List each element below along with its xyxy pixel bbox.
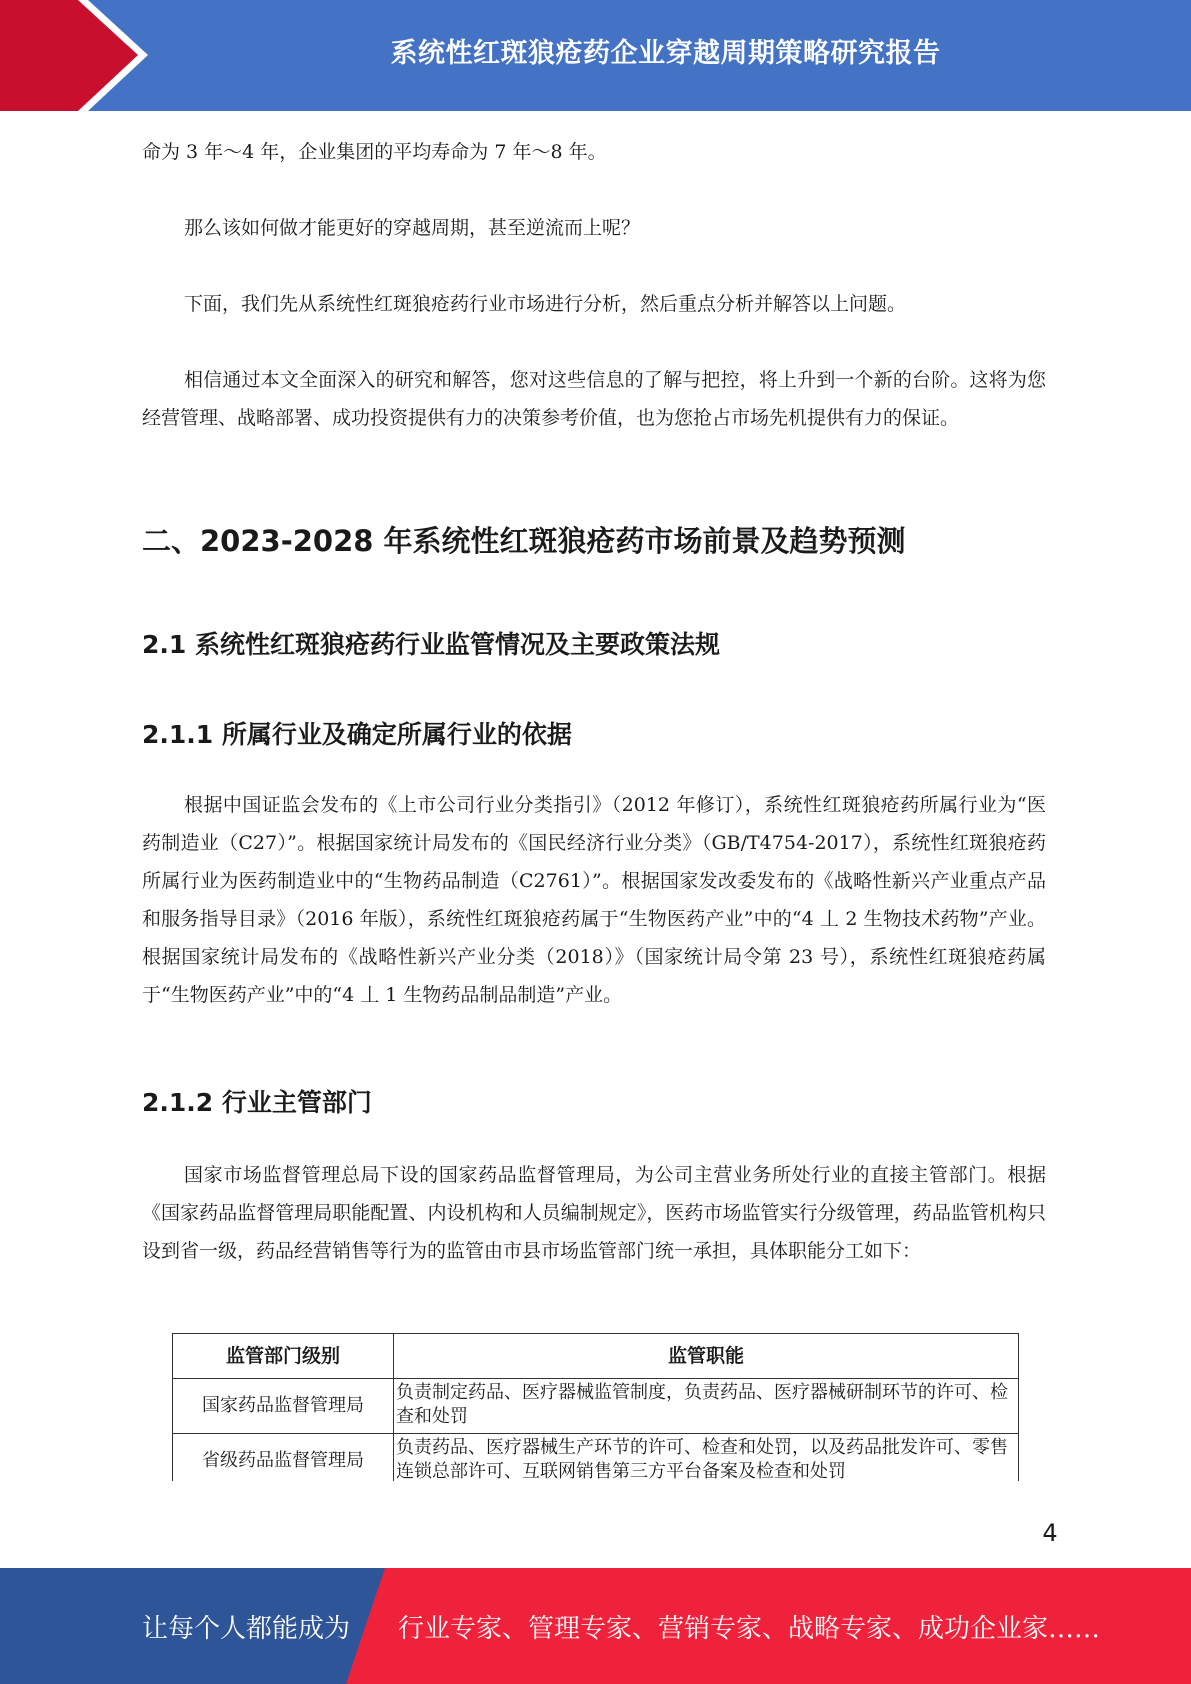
paragraph-question: 那么该如何做才能更好的穿越周期，甚至逆流而上呢？ [184,217,641,239]
table-cell-level: 省级药品监督管理局 [173,1434,394,1482]
table-header-row [173,1334,1019,1379]
table-cell-function: 负责药品、医疗器械生产环节的许可、检查和处罚，以及药品批发许可、零售连锁总部许可、互联网销售第三方平台备案及检查和处罚 [394,1434,1019,1482]
page-number: 4 [1042,1519,1058,1547]
table-header-level: 监管部门级别 [173,1334,394,1379]
table-row [173,1379,1019,1434]
footer-slogan-right: 行业专家、管理专家、营销专家、战略专家、成功企业家…… [398,1613,1101,1644]
section-heading-2: 二、2023-2028 年系统性红斑狼疮药市场前景及趋势预测 [142,524,906,558]
footer-slogan-left: 让每个人都能成为 [142,1613,351,1644]
report-title: 系统性红斑狼疮药企业穿越周期策略研究报告 [390,37,941,69]
heading-2-1: 2.1 系统性红斑狼疮药行业监管情况及主要政策法规 [142,630,720,659]
regulation-table-wrapper [172,1333,1019,1481]
table-cell-level: 国家药品监督管理局 [173,1379,394,1434]
paragraph-lifespan: 命为 3 年～4 年，企业集团的平均寿命为 7 年～8 年。 [142,141,607,163]
regulation-table [172,1333,1019,1481]
paragraph-value: 相信通过本文全面深入的研究和解答，您对这些信息的了解与把控，将上升到一个新的台阶。这将为您经营管理、战略部署、成功投资提供有力的决策参考价值，也为您抢占市场先机提供有力的保证。 [142,369,1046,429]
table-cell-function: 负责制定药品、医疗器械监管制度，负责药品、医疗器械研制环节的许可、检查和处罚 [394,1379,1019,1434]
paragraph-intro-analysis: 下面，我们先从系统性红斑狼疮药行业市场进行分析，然后重点分析并解答以上问题。 [184,293,907,315]
header-banner [0,0,1191,111]
paragraph-regulator: 国家市场监督管理总局下设的国家药品监督管理局，为公司主营业务所处行业的直接主管部门。根据《国家药品监督管理局职能配置、内设机构和人员编制规定》，医药市场监管实行分级管理，药品监管机构只设到省一级，药品经营销售等行为的监管由市县市场监管部门统一承担，具体职能分工如下： [142,1164,1046,1262]
header-chevron-decoration [0,0,160,111]
heading-2-1-2: 2.1.2 行业主管部门 [142,1088,372,1117]
table-header-function: 监管职能 [394,1334,1019,1379]
table-row [173,1434,1019,1482]
heading-2-1-1: 2.1.1 所属行业及确定所属行业的依据 [142,720,572,749]
footer-banner [0,1568,1191,1684]
paragraph-industry-classification: 根据中国证监会发布的《上市公司行业分类指引》（2012 年修订），系统性红斑狼疮药所属行业为“医药制造业（C27）”。根据国家统计局发布的《国民经济行业分类》（GB/T4754-2017），系统性红斑狼疮药所属行业为医药制造业中的“生物药品制造（C2761）”。根据国家发改委发布的《战略性新兴产业重点产品和服务指导目录》（2016 年版），系统性红斑狼疮药属于“生物医药产业”中的“4 丄 2 生物技术药物”产业。根据国家统计局发布的《战略性新兴产业分类（2018）》（国家统计局令第 23 号），系统性红斑狼疮药属于“生物医药产业”中的“4 丄 1 生物药品制品制造”产业。 [142,794,1046,1006]
